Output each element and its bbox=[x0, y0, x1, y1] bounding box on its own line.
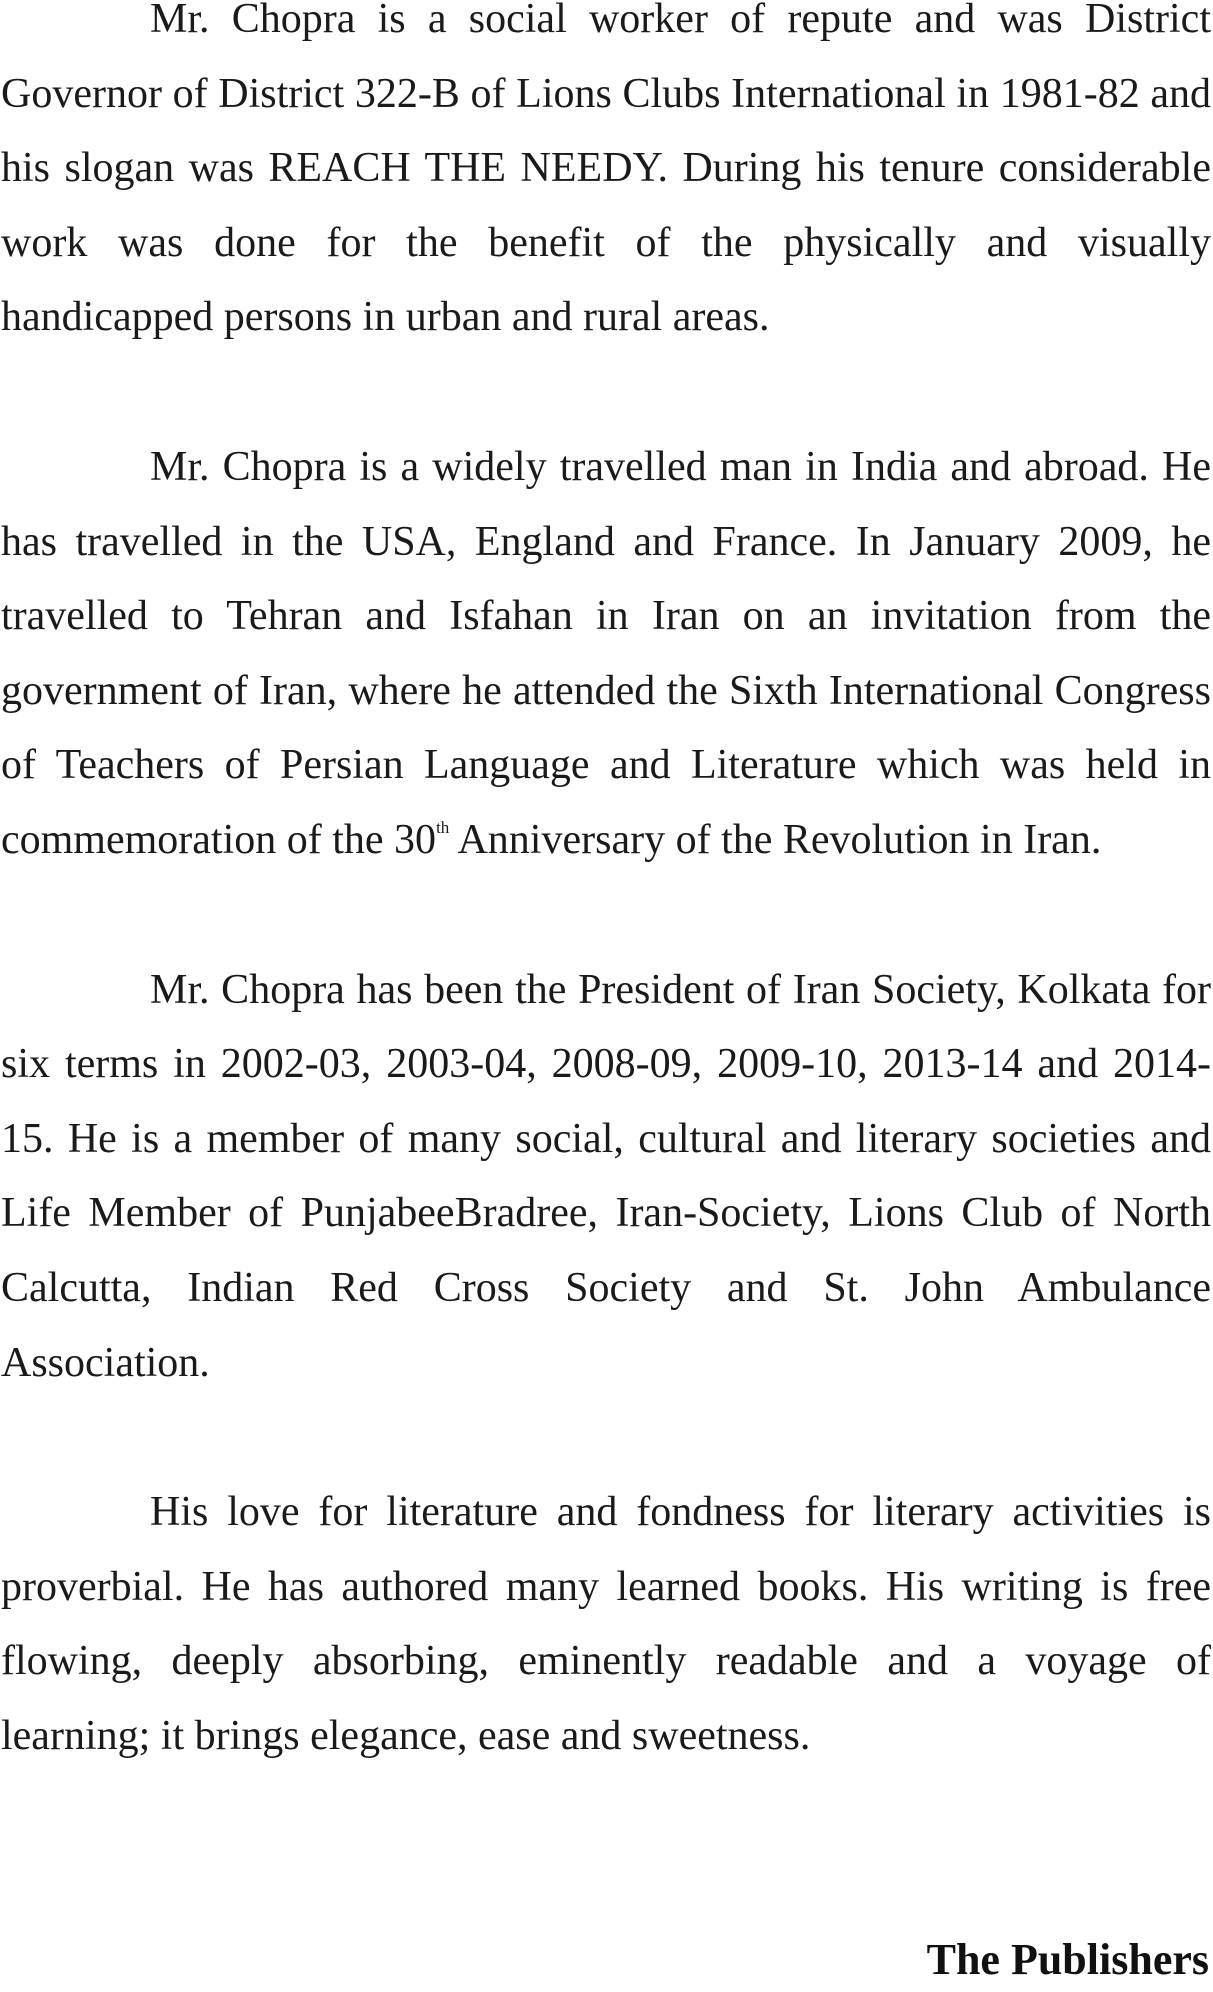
paragraph-lions-club: Mr. Chopra is a social worker of repute and was District Governor of District 322-B of Lions Clubs International in 1981-82 and his slogan was REACH THE NEEDY. During his tenure considerable work was done for the benefit of the physically and visually handicapped persons in urban and rural areas. bbox=[1, 0, 1211, 341]
paragraph-travels-text: Mr. Chopra is a widely travelled man in India and abroad. He has travelled in the USA, England and France. In January 2009, he travelled to Tehran and Isfahan in Iran on an invitation from the government of Iran, where he attended the Sixth International Congress of Teachers of Persian Language and Literature which was held in commemoration of the 30 bbox=[1, 443, 1211, 863]
paragraph-travels-text-end: Anniversary of the Revolution in Iran. bbox=[449, 816, 1102, 863]
ordinal-superscript: th bbox=[436, 817, 450, 837]
paragraph-travels bbox=[1, 430, 1211, 878]
paragraph-iran-society: Mr. Chopra has been the President of Iran Society, Kolkata for six terms in 2002-03, 2003-04, 2008-09, 2009-10, 2013-14 and 2014-15. He is a member of many social, cultural and literary societies and Life Member of PunjabeeBradree, Iran-Society, Lions Club of North Calcutta, Indian Red Cross Society and St. John Ambulance Association. bbox=[1, 966, 1211, 1386]
publisher-signature: The Publishers bbox=[926, 1935, 1209, 1984]
paragraph-literature: His love for literature and fondness for literary activities is proverbial. He has authored many learned books. His writing is free flowing, deeply absorbing, eminently readable and a voyage of learning; it brings elegance, ease and sweetness. bbox=[1, 1489, 1211, 1759]
body-text bbox=[1, 0, 1211, 1773]
